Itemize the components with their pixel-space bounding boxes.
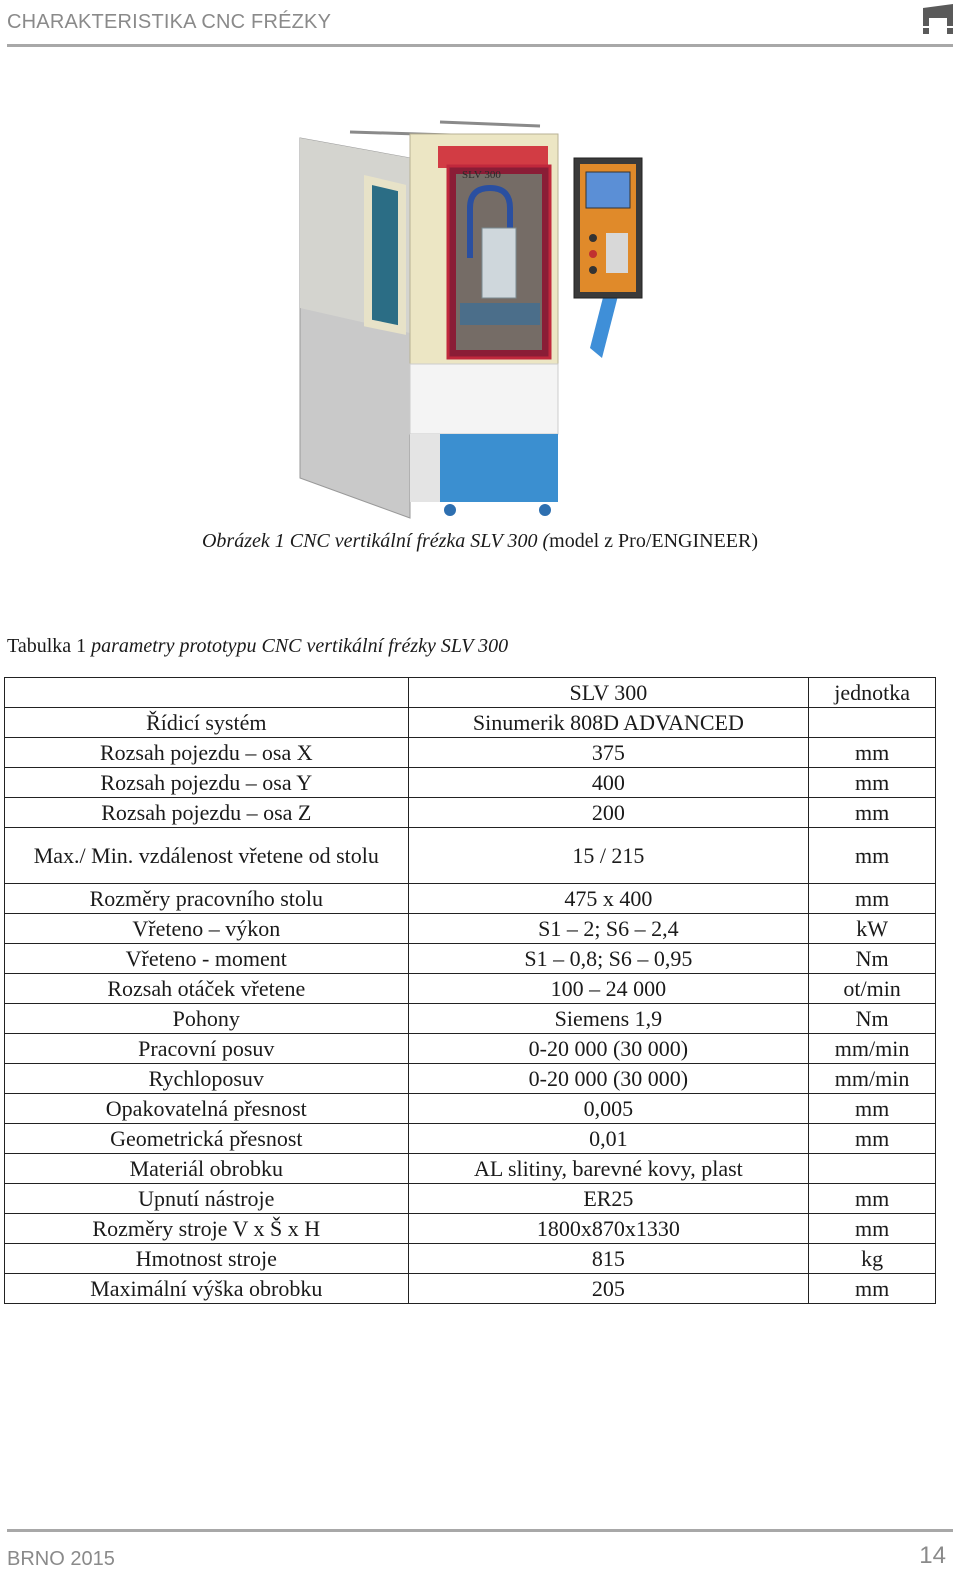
figure-caption-plain: model z Pro/ENGINEER) xyxy=(549,530,759,552)
machine-label: SLV 300 xyxy=(462,169,501,181)
param-name: Hmotnost stroje xyxy=(5,1244,409,1274)
table-row xyxy=(5,1244,936,1274)
param-unit: mm xyxy=(809,738,936,768)
param-value: 0-20 000 (30 000) xyxy=(408,1064,809,1094)
param-unit: mm xyxy=(809,884,936,914)
table-row xyxy=(5,768,936,798)
param-unit xyxy=(809,708,936,738)
table-row xyxy=(5,798,936,828)
param-name: Rozsah pojezdu – osa Y xyxy=(5,768,409,798)
table-row xyxy=(5,1274,936,1304)
param-unit: Nm xyxy=(809,1004,936,1034)
param-value: 205 xyxy=(408,1274,809,1304)
table-header-cell xyxy=(5,678,409,708)
university-logo-icon xyxy=(921,4,955,36)
table-caption-prefix: Tabulka 1 xyxy=(7,635,92,657)
param-name: Rozměry stroje V x Š x H xyxy=(5,1214,409,1244)
param-name: Rychloposuv xyxy=(5,1064,409,1094)
figure-caption xyxy=(0,530,960,553)
param-unit: mm/min xyxy=(809,1034,936,1064)
param-name: Geometrická přesnost xyxy=(5,1124,409,1154)
param-name: Pohony xyxy=(5,1004,409,1034)
table-row xyxy=(5,944,936,974)
param-value: 0,005 xyxy=(408,1094,809,1124)
param-value: 475 x 400 xyxy=(408,884,809,914)
param-name: Upnutí nástroje xyxy=(5,1184,409,1214)
param-name: Max./ Min. vzdálenost vřetene od stolu xyxy=(5,828,409,884)
param-unit: kg xyxy=(809,1244,936,1274)
param-name: Maximální výška obrobku xyxy=(5,1274,409,1304)
footer-location-year: BRNO 2015 xyxy=(7,1548,115,1570)
param-unit: mm xyxy=(809,1214,936,1244)
param-unit: kW xyxy=(809,914,936,944)
param-unit: Nm xyxy=(809,944,936,974)
table-row xyxy=(5,1004,936,1034)
param-value: AL slitiny, barevné kovy, plast xyxy=(408,1154,809,1184)
table-row xyxy=(5,708,936,738)
param-value: 815 xyxy=(408,1244,809,1274)
param-value: 0,01 xyxy=(408,1124,809,1154)
header-divider xyxy=(7,44,953,47)
param-value: 100 – 24 000 xyxy=(408,974,809,1004)
param-unit: ot/min xyxy=(809,974,936,1004)
param-name: Vřeteno - moment xyxy=(5,944,409,974)
figure-caption-italic: Obrázek 1 CNC vertikální frézka SLV 300 ( xyxy=(201,530,550,552)
param-unit: mm xyxy=(809,1184,936,1214)
table-row xyxy=(5,1034,936,1064)
param-name: Rozsah otáček vřetene xyxy=(5,974,409,1004)
param-unit: mm xyxy=(809,768,936,798)
param-name: Vřeteno – výkon xyxy=(5,914,409,944)
table-row xyxy=(5,884,936,914)
param-value: 15 / 215 xyxy=(408,828,809,884)
param-value: S1 – 0,8; S6 – 0,95 xyxy=(408,944,809,974)
param-value: 200 xyxy=(408,798,809,828)
param-unit: mm/min xyxy=(809,1064,936,1094)
page-header-title: CHARAKTERISTIKA CNC FRÉZKY xyxy=(7,11,332,33)
table-row xyxy=(5,1184,936,1214)
param-name: Řídicí systém xyxy=(5,708,409,738)
table-caption-italic: parametry prototypu CNC vertikální frézky SLV 300 xyxy=(91,635,509,657)
param-name: Rozměry pracovního stolu xyxy=(5,884,409,914)
table-row xyxy=(5,1094,936,1124)
table-row xyxy=(5,1064,936,1094)
table-header-cell: SLV 300 xyxy=(408,678,809,708)
param-value: 375 xyxy=(408,738,809,768)
cnc-machine-illustration xyxy=(290,118,660,523)
param-unit xyxy=(809,1154,936,1184)
param-name: Rozsah pojezdu – osa Z xyxy=(5,798,409,828)
param-name: Rozsah pojezdu – osa X xyxy=(5,738,409,768)
table-row xyxy=(5,974,936,1004)
param-value: 1800x870x1330 xyxy=(408,1214,809,1244)
table-row xyxy=(5,1214,936,1244)
param-name: Opakovatelná přesnost xyxy=(5,1094,409,1124)
param-name: Materiál obrobku xyxy=(5,1154,409,1184)
table-row xyxy=(5,1154,936,1184)
param-value: Siemens 1,9 xyxy=(408,1004,809,1034)
table-header-row xyxy=(5,678,936,708)
param-unit: mm xyxy=(809,798,936,828)
param-value: S1 – 2; S6 – 2,4 xyxy=(408,914,809,944)
parameters-table xyxy=(4,677,936,1304)
footer-divider xyxy=(7,1529,953,1532)
param-unit: mm xyxy=(809,1094,936,1124)
param-value: 400 xyxy=(408,768,809,798)
table-row xyxy=(5,828,936,884)
param-unit: mm xyxy=(809,1274,936,1304)
param-unit: mm xyxy=(809,1124,936,1154)
table-caption xyxy=(7,635,508,658)
param-value: Sinumerik 808D ADVANCED xyxy=(408,708,809,738)
param-unit: mm xyxy=(809,828,936,884)
param-value: ER25 xyxy=(408,1184,809,1214)
page-number: 14 xyxy=(919,1542,946,1569)
param-value: 0-20 000 (30 000) xyxy=(408,1034,809,1064)
param-name: Pracovní posuv xyxy=(5,1034,409,1064)
table-header-cell: jednotka xyxy=(809,678,936,708)
table-row xyxy=(5,738,936,768)
table-row xyxy=(5,1124,936,1154)
table-row xyxy=(5,914,936,944)
